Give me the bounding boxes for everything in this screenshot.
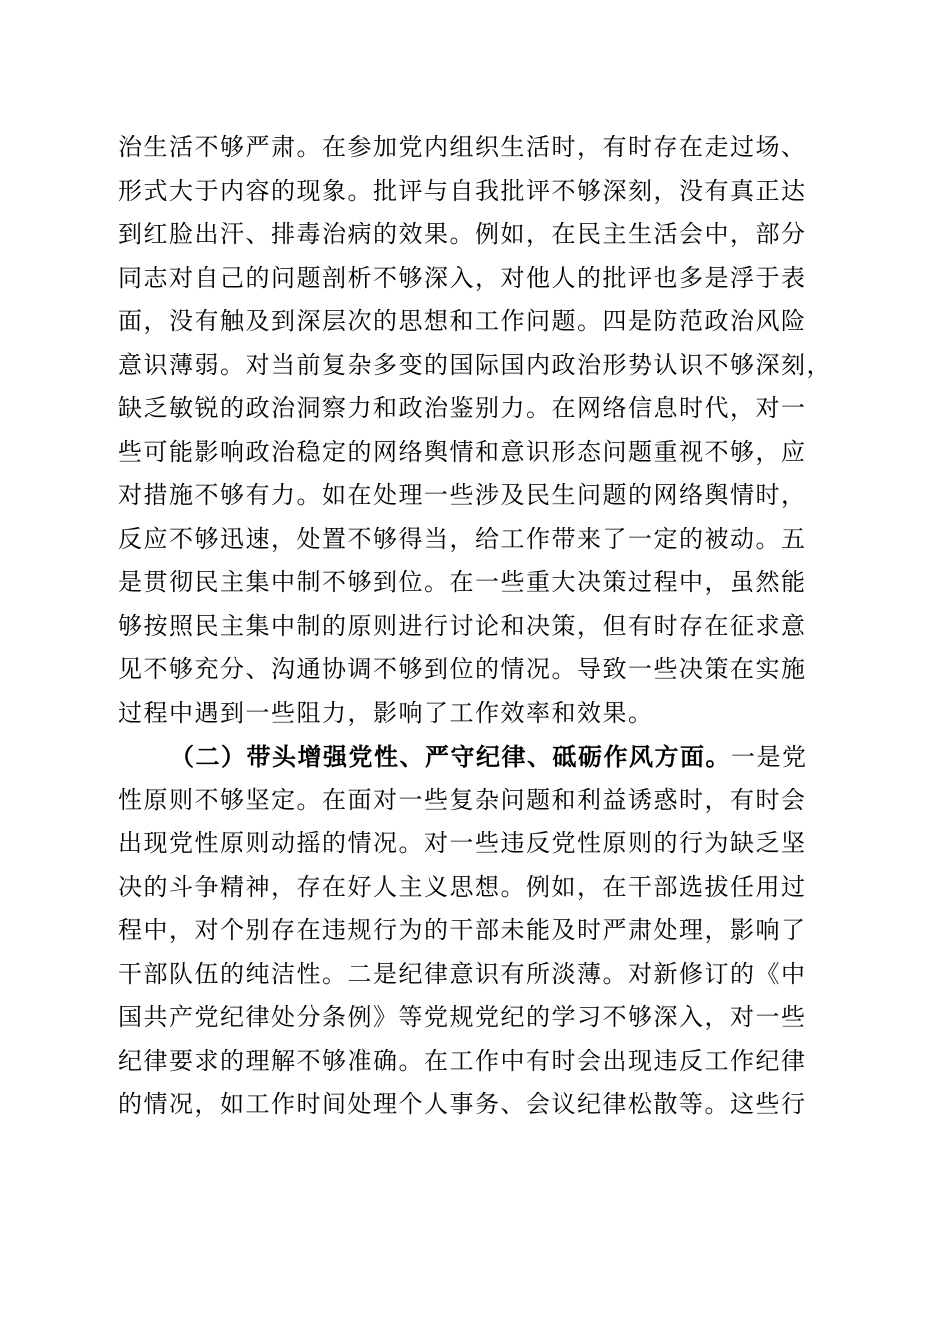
text-line: 形式大于内容的现象。批评与自我批评不够深刻，没有真正达 <box>118 176 807 205</box>
text-line: 见不够充分、沟通协调不够到位的情况。导致一些决策在实施 <box>118 655 807 683</box>
text-line: 的情况，如工作时间处理个人事务、会议纪律松散等。这些行 <box>118 1090 807 1118</box>
text-line: 面，没有触及到深层次的思想和工作问题。四是防范政治风险 <box>118 307 807 335</box>
section-heading: （二）带头增强党性、严守纪律、砥砺作风方面。 <box>170 742 731 771</box>
text-line: 出现党性原则动摇的情况。对一些违反党性原则的行为缺乏坚 <box>118 829 807 857</box>
text-line: 治生活不够严肃。在参加党内组织生活时，有时存在走过场、 <box>118 133 807 161</box>
text-line: 程中，对个别存在违规行为的干部未能及时严肃处理，影响了 <box>118 916 807 944</box>
section-heading-rest: 一是党 <box>731 743 808 771</box>
text-line: 够按照民主集中制的原则进行讨论和决策，但有时存在征求意 <box>118 611 807 640</box>
text-line: 国共产党纪律处分条例》等党规党纪的学习不够深入，对一些 <box>118 1003 807 1031</box>
text-line: 缺乏敏锐的政治洞察力和政治鉴别力。在网络信息时代，对一 <box>118 394 807 422</box>
text-line: 意识薄弱。对当前复杂多变的国际国内政治形势认识不够深刻， <box>118 350 832 379</box>
text-line: 同志对自己的问题剖析不够深入，对他人的批评也多是浮于表 <box>118 263 807 292</box>
text-line: 纪律要求的理解不够准确。在工作中有时会出现违反工作纪律 <box>118 1046 807 1075</box>
document-body <box>118 126 838 1127</box>
section-heading-line <box>118 735 838 779</box>
text-line: 是贯彻民主集中制不够到位。在一些重大决策过程中，虽然能 <box>118 568 807 596</box>
text-line: 对措施不够有力。如在处理一些涉及民生问题的网络舆情时， <box>118 481 807 509</box>
text-line: 到红脸出汗、排毒治病的效果。例如，在民主生活会中，部分 <box>118 220 807 248</box>
text-line: 些可能影响政治稳定的网络舆情和意识形态问题重视不够，应 <box>118 437 807 466</box>
text-line: 性原则不够坚定。在面对一些复杂问题和利益诱惑时，有时会 <box>118 785 807 814</box>
text-line: 反应不够迅速，处置不够得当，给工作带来了一定的被动。五 <box>118 524 807 553</box>
text-line: 过程中遇到一些阻力，影响了工作效率和效果。 <box>118 698 654 727</box>
text-line: 决的斗争精神，存在好人主义思想。例如，在干部选拔任用过 <box>118 872 807 901</box>
text-line: 干部队伍的纯洁性。二是纪律意识有所淡薄。对新修订的《中 <box>118 959 807 988</box>
